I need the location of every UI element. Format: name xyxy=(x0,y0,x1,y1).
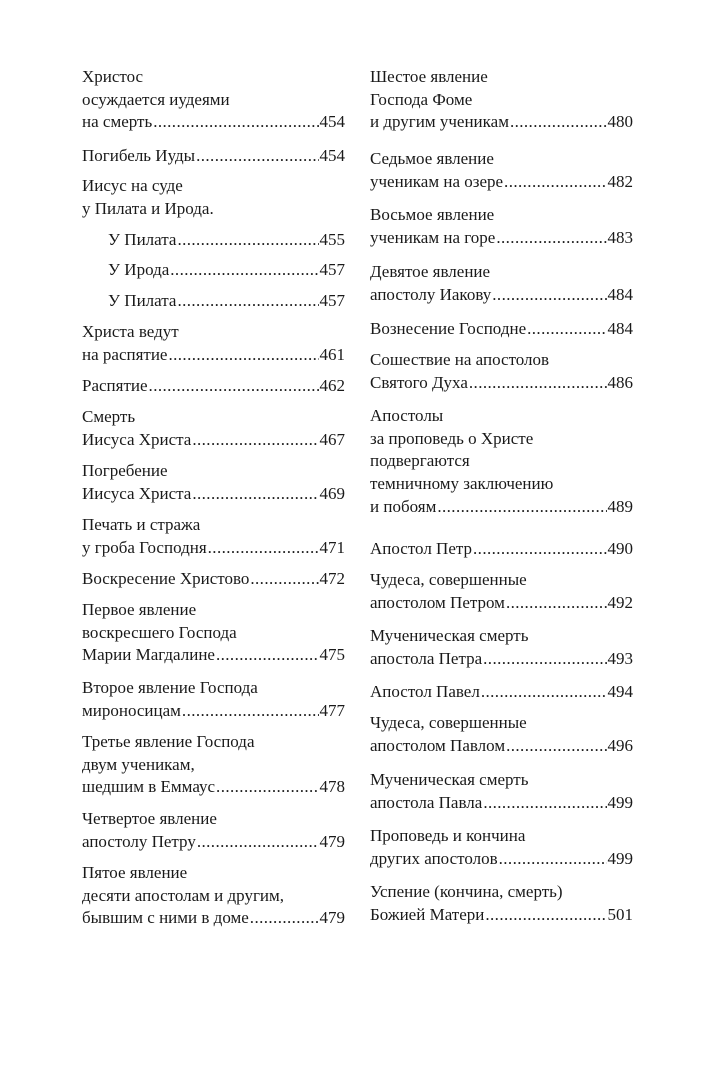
entry-title-line: апостола Павла xyxy=(370,792,483,812)
leader-dots xyxy=(527,318,606,341)
entry-title-line: за проповедь о Христе xyxy=(370,428,534,448)
page-number: 479 xyxy=(319,831,345,851)
entry-title-line: Апостол Павел xyxy=(370,682,480,701)
page-number: 499 xyxy=(607,848,633,868)
toc-entry xyxy=(370,881,633,926)
page-number: 467 xyxy=(319,429,345,449)
entry-title-line: Смерть xyxy=(82,407,136,426)
entry-title-line: Чудеса, совершенные xyxy=(370,570,527,589)
toc-subentry xyxy=(108,259,345,282)
entry-title-line: Третье явление Господа xyxy=(82,732,255,751)
entry-title-line: Чудеса, совершенные xyxy=(370,713,527,732)
page-number: 499 xyxy=(607,792,633,812)
leader-dots xyxy=(153,111,318,134)
leader-dots xyxy=(216,776,318,799)
toc-entry xyxy=(370,349,633,394)
entry-title-line: десяти апостолам и другим, xyxy=(82,885,285,905)
entry-title-line: на смерть xyxy=(82,112,153,132)
page-number: 490 xyxy=(607,539,633,558)
toc-entry xyxy=(370,712,633,757)
entry-title-line: Воскресение Христово xyxy=(82,569,250,588)
entry-title-line: двум ученикам, xyxy=(82,754,195,774)
entry-title-line: ученикам на горе xyxy=(370,227,496,247)
page-number: 486 xyxy=(607,372,633,392)
entry-title-line: У Пилата xyxy=(108,291,177,310)
entry-title-line: Шестое явление xyxy=(370,67,488,86)
toc-entry xyxy=(370,204,633,249)
leader-dots xyxy=(481,681,607,704)
entry-title-line: Христа ведут xyxy=(82,322,179,341)
entry-title-line: Сошествие на апостолов xyxy=(370,350,550,369)
leader-dots xyxy=(208,537,319,560)
entry-title-line: Господа Фоме xyxy=(370,89,473,109)
leader-dots xyxy=(506,735,606,758)
leader-dots xyxy=(192,429,318,452)
page-number: 477 xyxy=(319,700,345,720)
page-number: 457 xyxy=(319,260,345,279)
entry-title-line: других апостолов xyxy=(370,848,498,868)
toc-entry xyxy=(370,569,633,614)
entry-title-line: Погребение xyxy=(82,461,168,480)
entry-title-line: Четвертое явление xyxy=(82,809,217,828)
page-number: 461 xyxy=(319,344,345,364)
entry-title-line: темничному заключению xyxy=(370,474,554,494)
leader-dots xyxy=(492,284,606,307)
toc-entry xyxy=(370,538,633,561)
page-number: 478 xyxy=(319,777,345,797)
leader-dots xyxy=(170,259,318,282)
toc-entry xyxy=(370,318,633,341)
entry-title-line: и другим ученикам xyxy=(370,112,509,132)
entry-title-line: Первое явление xyxy=(82,600,197,619)
page-number: 493 xyxy=(607,648,633,668)
toc-entry xyxy=(82,599,345,667)
leader-dots xyxy=(473,538,606,561)
entry-title-line: ученикам на озере xyxy=(370,171,504,191)
page-number: 480 xyxy=(607,112,633,132)
leader-dots xyxy=(177,290,318,313)
leader-dots xyxy=(504,171,606,194)
page-number: 462 xyxy=(319,376,345,395)
entry-title-line: Печать и стража xyxy=(82,515,201,534)
toc-entry xyxy=(82,808,345,853)
toc-subentry xyxy=(108,290,345,313)
toc-entry xyxy=(82,677,345,722)
page-number: 455 xyxy=(319,230,345,249)
entry-title-line: Мученическая смерть xyxy=(370,770,529,789)
page-number: 479 xyxy=(319,908,345,928)
entry-title-line: Апостол Петр xyxy=(370,539,473,558)
entry-title-line: бывшим с ними в доме xyxy=(82,908,249,928)
toc-entry xyxy=(82,175,345,220)
toc-entry xyxy=(370,148,633,193)
page-number: 454 xyxy=(319,146,345,165)
leader-dots xyxy=(483,648,606,671)
page-number: 457 xyxy=(319,291,345,310)
page-number: 484 xyxy=(607,284,633,304)
leader-dots xyxy=(177,229,318,252)
leader-dots xyxy=(483,792,606,815)
entry-title-line: Успение (кончина, смерть) xyxy=(370,882,563,901)
leader-dots xyxy=(216,644,319,667)
leader-dots xyxy=(149,375,319,398)
entry-title-line: у Пилата и Ирода. xyxy=(82,198,214,218)
entry-title-line: Пятое явление xyxy=(82,863,188,882)
toc-entry xyxy=(82,731,345,799)
entry-title-line: Иисуса Христа xyxy=(82,483,192,503)
toc-entry xyxy=(82,145,345,168)
page-number: 471 xyxy=(319,537,345,557)
leader-dots xyxy=(182,700,319,723)
entry-title-line: Вознесение Господне xyxy=(370,319,527,338)
entry-title-line: осуждается иудеями xyxy=(82,89,230,109)
entry-title-line: мироносицам xyxy=(82,700,181,720)
entry-title-line: и побоям xyxy=(370,496,437,516)
toc-entry xyxy=(82,406,345,451)
entry-title-line: на распятие xyxy=(82,344,168,364)
entry-title-line: Святого Духа xyxy=(370,372,468,392)
entry-title-line: Седьмое явление xyxy=(370,149,494,168)
entry-title-line: Распятие xyxy=(82,376,148,395)
toc-entry xyxy=(370,625,633,670)
leader-dots xyxy=(192,483,318,506)
entry-title-line: Погибель Иуды xyxy=(82,146,196,165)
page-number: 469 xyxy=(319,483,345,503)
entry-title-line: У Ирода xyxy=(108,260,170,279)
entry-title-line: Иисуса Христа xyxy=(82,429,192,449)
entry-title-line: Иисус на суде xyxy=(82,176,183,195)
toc-entry xyxy=(82,568,345,591)
toc-entry xyxy=(370,825,633,870)
leader-dots xyxy=(506,592,607,615)
entry-title-line: апостолом Петром xyxy=(370,592,505,612)
entry-title-line: Девятое явление xyxy=(370,262,491,281)
leader-dots xyxy=(496,227,606,250)
toc-entry xyxy=(370,769,633,814)
page-number: 492 xyxy=(607,592,633,612)
leader-dots xyxy=(469,372,607,395)
toc-entry xyxy=(82,321,345,366)
entry-title-line: шедшим в Еммаус xyxy=(82,777,216,797)
leader-dots xyxy=(510,111,607,134)
toc-subentry xyxy=(108,229,345,252)
page-number: 484 xyxy=(607,319,633,338)
page-number: 475 xyxy=(319,645,345,665)
entry-title-line: Проповедь и кончина xyxy=(370,826,526,845)
toc-entry xyxy=(370,66,633,134)
entry-title-line: Апостолы xyxy=(370,406,444,425)
entry-title-line: апостолу Иакову xyxy=(370,284,492,304)
entry-title-line: Мученическая смерть xyxy=(370,626,529,645)
page-number: 482 xyxy=(607,171,633,191)
entry-title-line: У Пилата xyxy=(108,230,177,249)
leader-dots xyxy=(437,496,606,519)
page-number: 496 xyxy=(607,735,633,755)
leader-dots xyxy=(168,344,318,367)
page-number: 472 xyxy=(319,569,345,588)
leader-dots xyxy=(250,568,318,591)
toc-entry xyxy=(370,261,633,306)
page-number: 489 xyxy=(607,496,633,516)
entry-title-line: апостолом Павлом xyxy=(370,735,506,755)
page-number: 501 xyxy=(607,904,633,924)
leader-dots xyxy=(485,904,606,927)
entry-title-line: Христос xyxy=(82,67,144,86)
page-number: 483 xyxy=(607,227,633,247)
entry-title-line: Второе явление Господа xyxy=(82,678,258,697)
toc-entry xyxy=(82,514,345,559)
entry-title-line: Марии Магдалине xyxy=(82,645,215,665)
toc-entry xyxy=(82,375,345,398)
toc-entry xyxy=(82,460,345,505)
entry-title-line: воскресшего Господа xyxy=(82,622,237,642)
toc-entry xyxy=(82,862,345,930)
toc-entry xyxy=(370,405,633,519)
leader-dots xyxy=(197,831,319,854)
entry-title-line: Восьмое явление xyxy=(370,205,495,224)
entry-title-line: у гроба Господня xyxy=(82,537,207,557)
toc-entry xyxy=(82,66,345,134)
entry-title-line: апостола Петра xyxy=(370,648,483,668)
toc-entry xyxy=(370,681,633,704)
leader-dots xyxy=(250,907,319,930)
entry-title-line: подвергаются xyxy=(370,451,470,471)
page-number: 494 xyxy=(607,682,633,701)
leader-dots xyxy=(196,145,318,168)
page-number: 454 xyxy=(319,112,345,132)
entry-title-line: Божией Матери xyxy=(370,904,485,924)
leader-dots xyxy=(499,848,607,871)
entry-title-line: апостолу Петру xyxy=(82,831,196,851)
